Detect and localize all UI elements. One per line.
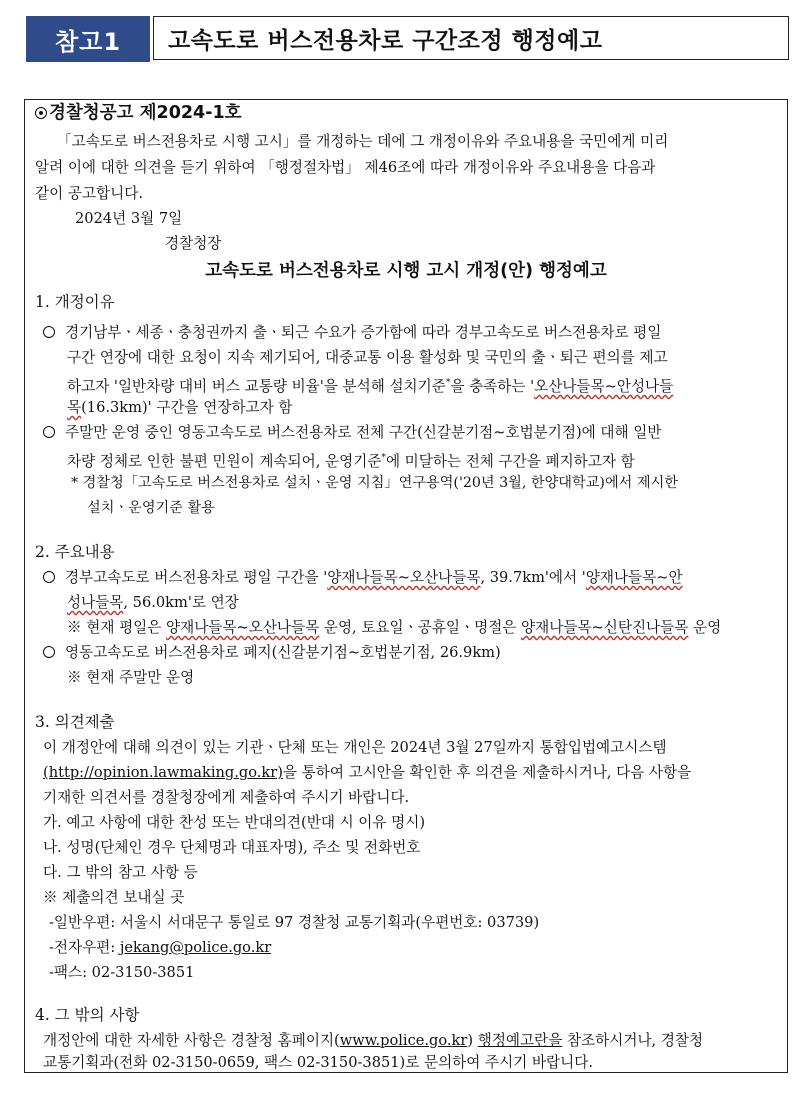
notice-box <box>24 99 788 1073</box>
bullet-circle-icon <box>43 426 55 438</box>
bullet-circle-icon <box>35 107 47 119</box>
section3-item-ga: 가. 예고 사항에 대한 찬성 또는 반대의견(반대 시 이유 명시) <box>43 814 426 831</box>
bullet-circle-icon <box>43 571 55 583</box>
section1-bullet1-line: 경기남부ㆍ세종ㆍ충청권까지 출ㆍ퇴근 수요가 증가함에 따라 경부고속도로 버스전용차로 평일 <box>43 324 661 342</box>
page-title: 고속도로 버스전용차로 구간조정 행정예고 <box>153 16 789 60</box>
section2-bullet1-line: 성나들목, 56.0km'로 연장 <box>67 594 239 611</box>
notice-number <box>35 102 242 124</box>
section1-bullet2-line: 차량 정체로 인한 불편 민원이 계속되어, 운영기준*에 미달하는 전체 구간을 폐지하고자 함 <box>67 452 635 470</box>
notice-date: 2024년 3월 7일 <box>75 210 183 227</box>
section3-line: 기재한 의견서를 경찰청장에게 제출하여 주시기 바랍니다. <box>43 789 410 806</box>
notice-issuer: 경찰청장 <box>165 235 222 252</box>
section3-send-to: ※ 제출의견 보내실 곳 <box>43 889 185 906</box>
section3-line: (http://opinion.lawmaking.go.kr)을 통하여 고시안을 확인한 후 의견을 제출하시거나, 다음 사항을 <box>43 764 692 781</box>
section1-bullet1-line: 구간 연장에 대한 요청이 지속 제기되어, 대중교통 이용 활성화 및 국민의 출ㆍ퇴근 편의를 제고 <box>67 349 668 366</box>
email-line: -전자우편: jekang@police.go.kr <box>49 939 272 956</box>
section4-line: 개정안에 대한 자세한 사항은 경찰청 홈페이지(www.police.go.kr) 행정예고란을 참조하시거나, 경찰청 <box>43 1032 704 1049</box>
fax-line: -팩스: 02-3150-3851 <box>49 964 195 981</box>
section3-item-na: 나. 성명(단체인 경우 단체명과 대표자명), 주소 및 전화번호 <box>43 839 421 856</box>
section4-line: 교통기획과(전화 02-3150-0659, 팩스 02-3150-3851)로 문의하여 주시기 바랍니다. <box>43 1054 593 1071</box>
section3-item-da: 다. 그 밖의 참고 사항 등 <box>43 864 198 881</box>
section2-bullet2-line: 영동고속도로 버스전용차로 폐지(신갈분기점~호법분기점, 26.9km) <box>43 644 501 662</box>
lawmaking-link[interactable]: (http://opinion.lawmaking.go.kr) <box>43 764 283 781</box>
section2-note-line: ※ 현재 평일은 양재나들목~오산나들목 운영, 토요일ㆍ공휴일ㆍ명절은 양재나들목~신탄진나들목 운영 <box>67 619 722 636</box>
section4-heading: 4. 그 밖의 사항 <box>35 1006 140 1024</box>
section1-heading: 1. 개정이유 <box>35 293 115 311</box>
section2-bullet1-line: 경부고속도로 버스전용차로 평일 구간을 '양재나들목~오산나들목, 39.7km'에서 '양재나들목~안 <box>43 569 683 587</box>
section1-bullet1-line: 하고자 '일반차량 대비 버스 교통량 비율'을 분석해 설치기준*을 충족하는 '오산나들목~안성나들 <box>67 377 674 395</box>
section1-bullet2-line: 주말만 운영 중인 영동고속도로 버스전용차로 전체 구간(신갈분기점~호법분기점)에 대해 일반 <box>43 424 661 442</box>
footnote-line: * 경찰청「고속도로 버스전용차로 설치ㆍ운영 지침」연구용역('20년 3월, 한양대학교)에서 제시한 <box>71 475 678 491</box>
notice-number-text: 경찰청공고 제2024-1호 <box>49 103 242 123</box>
footnote-line: 설치ㆍ운영기준 활용 <box>87 500 215 516</box>
section2-note-line: ※ 현재 주말만 운영 <box>67 669 195 686</box>
intro-line: 「고속도로 버스전용차로 시행 고시」를 개정하는 데에 그 개정이유와 주요내용을 국민에게 미리 <box>57 133 669 150</box>
section1-bullet1-line: 목(16.3km)' 구간을 연장하고자 함 <box>67 399 293 416</box>
section3-heading: 3. 의견제출 <box>35 713 115 731</box>
section2-heading: 2. 주요내용 <box>35 543 115 561</box>
police-site-link[interactable]: www.police.go.kr <box>339 1032 468 1049</box>
section-tag: 참고1 <box>26 16 150 62</box>
intro-line: 같이 공고합니다. <box>35 185 143 202</box>
section3-line: 이 개정안에 대해 의견이 있는 기관ㆍ단체 또는 개인은 2024년 3월 27일까지 통합입법예고시스템 <box>43 739 667 756</box>
bullet-circle-icon <box>43 326 55 338</box>
document-title: 고속도로 버스전용차로 시행 고시 개정(안) 행정예고 <box>205 261 607 281</box>
postal-address: -일반우편: 서울시 서대문구 통일로 97 경찰청 교통기획과(우편번호: 03739) <box>49 914 540 931</box>
bullet-circle-icon <box>43 646 55 658</box>
intro-line: 알려 이에 대한 의견을 듣기 위하여 「행정절차법」 제46조에 따라 개정이유와 주요내용을 다음과 <box>35 159 656 176</box>
email-link[interactable]: jekang@police.go.kr <box>119 939 272 956</box>
